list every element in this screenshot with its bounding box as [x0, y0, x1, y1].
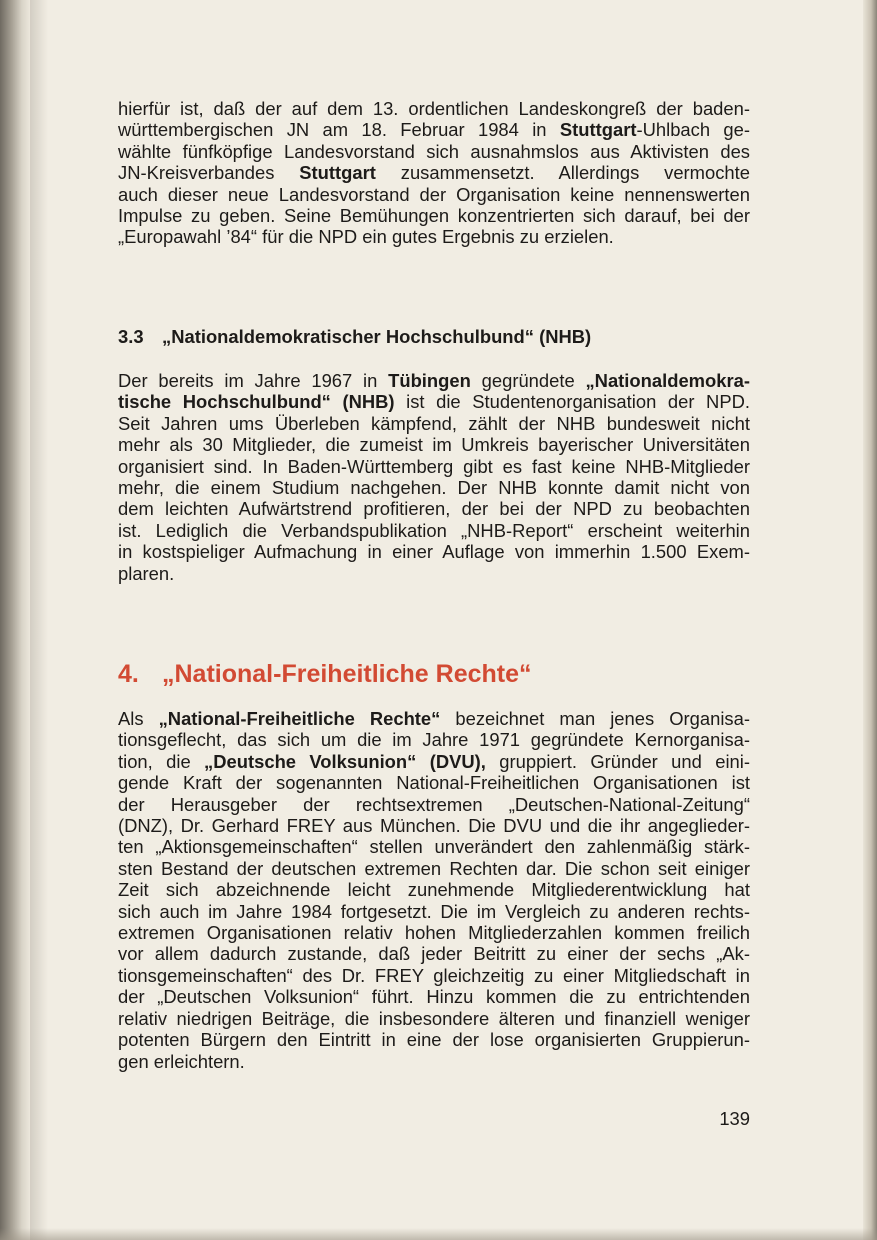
text-line: (DNZ), Dr. Gerhard FREY aus München. Die DVU und die ihr angeglieder- — [118, 815, 750, 837]
text-line: tionsgeflecht, das sich um die im Jahre 1971 gegründete Kernorganisa- — [118, 729, 750, 751]
book-gutter — [0, 0, 30, 1240]
section-number: 3.3 — [118, 326, 144, 347]
section-heading-3-3 — [118, 326, 750, 348]
text-line: „Europawahl ’84“ für die NPD ein gutes Ergebnis zu erzielen. — [118, 226, 614, 248]
text-line: Als „National-Freiheitliche Rechte“ bezeichnet man jenes Organisa- — [118, 708, 750, 729]
page-edge-right — [863, 0, 877, 1240]
page-edge-bottom — [0, 1228, 877, 1240]
text-line: sten Bestand der deutschen extremen Rechten dar. Die schon seit einiger — [118, 857, 750, 879]
text-line: dem leichten Aufwärtstrend profitieren, der bei der NPD zu beobachten — [118, 498, 750, 520]
text-line: auch dieser neue Landesvorstand der Organisation keine nennenswerten — [118, 183, 750, 205]
text-line: mehr als 30 Mitglieder, die zumeist im Umkreis bayerischer Universitäten — [118, 434, 750, 456]
text-line: tische Hochschulbund“ (NHB) ist die Studentenorganisation der NPD. — [118, 391, 750, 413]
text-line: Der bereits im Jahre 1967 in Tübingen gegründete „Nationaldemokra- — [118, 370, 750, 391]
text-line: vor allem dadurch zustande, daß jeder Beitritt zu einer der sechs „Ak- — [118, 943, 750, 965]
text-line: gen erleichtern. — [118, 1050, 245, 1072]
paragraph-continuation — [118, 98, 750, 248]
text-line: ten „Aktionsgemeinschaften“ stellen unverändert den zahlenmäßig stärk- — [118, 836, 750, 858]
text-line: tionsgemeinschaften“ des Dr. FREY gleichzeitig zu einer Mitgliedschaft in — [118, 964, 750, 986]
text-line: hierfür ist, daß der auf dem 13. ordentlichen Landeskongreß der baden- — [118, 98, 750, 119]
chapter-title: „National-Freiheitliche Rechte“ — [162, 660, 532, 688]
text-line: der Herausgeber der rechtsextremen „Deutschen-National-Zeitung“ — [118, 793, 750, 815]
text-line: Impulse zu geben. Seine Bemühungen konzentrierten sich darauf, bei der — [118, 205, 750, 227]
text-line: sich auch im Jahre 1984 fortgesetzt. Die im Vergleich zu anderen rechts- — [118, 900, 750, 922]
paragraph-nhb — [118, 370, 750, 584]
section-title: „Nationaldemokratischer Hochschulbund“ (NHB) — [162, 326, 592, 347]
text-line: wählte fünfköpfige Landesvorstand sich ausnahmslos aus Aktivisten des — [118, 140, 750, 162]
chapter-heading-4 — [118, 660, 750, 689]
text-line: Zeit sich abzeichnende leicht zunehmende Mitgliederentwicklung hat — [118, 879, 750, 901]
gutter-shadow — [30, 0, 48, 1240]
text-line: gende Kraft der sogenannten National-Freiheitlichen Organisationen ist — [118, 772, 750, 794]
text-line: potenten Bürgern den Eintritt in eine der lose organisierten Gruppierun- — [118, 1029, 750, 1051]
text-line: organisiert sind. In Baden-Württemberg gibt es fast keine NHB-Mitglieder — [118, 455, 750, 477]
text-line: plaren. — [118, 562, 175, 584]
text-line: württembergischen JN am 18. Februar 1984 in Stuttgart-Uhlbach ge- — [118, 119, 750, 141]
text-line: extremen Organisationen relativ hohen Mitgliederzahlen kommen freilich — [118, 922, 750, 944]
page-number: 139 — [719, 1108, 750, 1129]
text-line: der „Deutschen Volksunion“ führt. Hinzu kommen die zu entrichtenden — [118, 986, 750, 1008]
text-line: mehr, die einem Studium nachgehen. Der NHB konnte damit nicht von — [118, 477, 750, 499]
chapter-number: 4. — [118, 660, 139, 688]
text-line: ist. Lediglich die Verbandspublikation „NHB-Report“ erscheint weiterhin — [118, 519, 750, 541]
paragraph-dvu — [118, 708, 750, 1072]
text-line: in kostspieliger Aufmachung in einer Auflage von immerhin 1.500 Exem- — [118, 541, 750, 563]
text-line: Seit Jahren ums Überleben kämpfend, zählt der NHB bundesweit nicht — [118, 412, 750, 434]
text-line: tion, die „Deutsche Volksunion“ (DVU), gruppiert. Gründer und eini- — [118, 750, 750, 772]
text-line: relativ niedrigen Beiträge, die insbesondere älteren und finanziell weniger — [118, 1007, 750, 1029]
text-line: JN-Kreisverbandes Stuttgart zusammensetzt. Allerdings vermochte — [118, 162, 750, 184]
